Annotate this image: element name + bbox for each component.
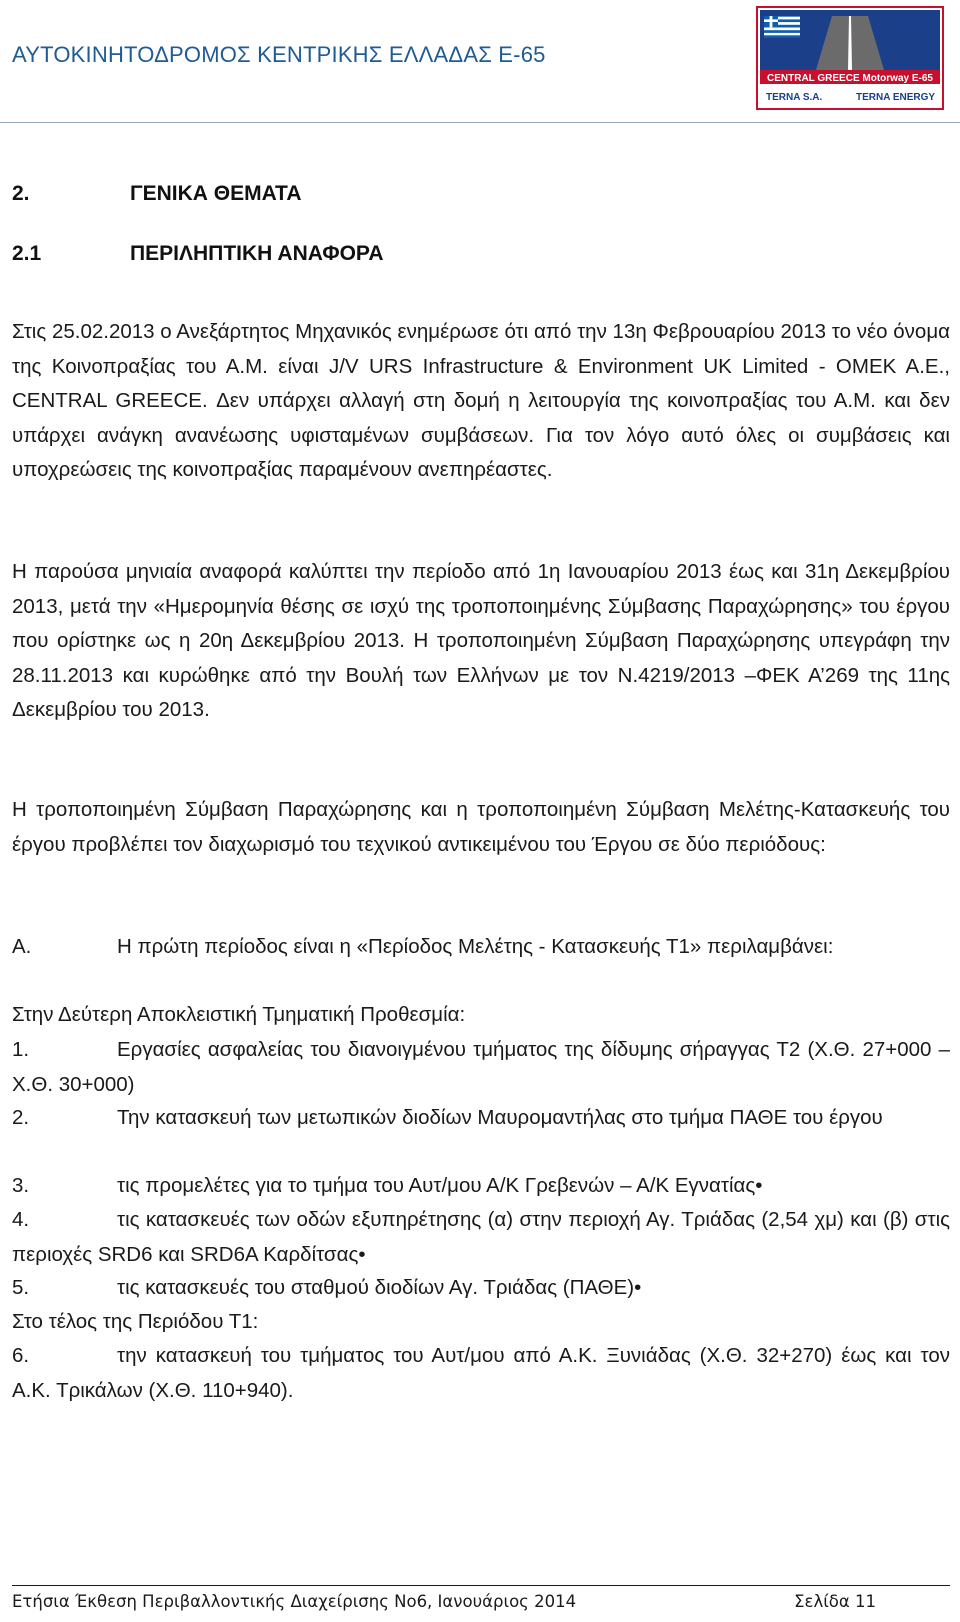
list-item-6: 6. την κατασκευή του τμήματος του Αυτ/μου από Α.Κ. Ξυνιάδας (Χ.Θ. 32+270) έως και τον Α.Κ. Τρικάλων (Χ.Θ. 110+940). — [12, 1344, 950, 1402]
list-item-5: 5. τις κατασκευές του σταθμού διοδίων Αγ. Τριάδας (ΠΑΘΕ)• — [12, 1276, 642, 1299]
header-divider — [0, 122, 960, 123]
document-header-title: ΑΥΤΟΚΙΝΗΤΟΔΡΟΜΟΣ ΚΕΝΤΡΙΚΗΣ ΕΛΛΑΔΑΣ Ε-65 — [12, 42, 546, 67]
list-item-4: 4. τις κατασκευές των οδών εξυπηρέτησης (α) στην περιοχή Αγ. Τριάδας (2,54 χμ) και (β) στις περιοχές SRD6 και SRD6A Καρδίτσας• — [12, 1208, 950, 1266]
subheading-second-deadline: Στην Δεύτερη Αποκλειστική Τμηματική Προθεσμία: — [12, 1003, 466, 1026]
period-a: Α. Η πρώτη περίοδος είναι η «Περίοδος Μελέτης - Κατασκευής Τ1» περιλαμβάνει: — [12, 935, 834, 958]
greek-flag-icon — [764, 14, 800, 38]
paragraph-jv-name-change: Στις 25.02.2013 ο Ανεξάρτητος Μηχανικός ενημέρωσε ότι από την 13η Φεβρουαρίου 2013 το νέο όνομα της Κοινοπραξίας του Α.Μ. είναι J/V URS Infrastructure & Environment UK Limited - ΟΜΕΚ Α.Ε., CENTRAL GREECE. Δεν υπάρχει αλλαγή στη δομή η λειτουργία της κοινοπραξίας του Α.Μ. και δεν υπάρχει ανάγκη ανανέωσης υφισταμένων συμβάσεων. Για τον λόγο αυτό όλες οι συμβάσεις και υποχρεώσεις της κοινοπραξίας παραμένουν ανεπηρέαστες. — [12, 320, 950, 481]
subheading-end-of-period: Στο τέλος της Περιόδου Τ1: — [12, 1310, 259, 1333]
svg-text:TERNA ENERGY: TERNA ENERGY — [856, 92, 936, 103]
paragraph-periods-intro: Η τροποποιημένη Σύμβαση Παραχώρησης και η τροποποιημένη Σύμβαση Μελέτης-Κατασκευής του έργου προβλέπει τον διαχωρισμό του τεχνικού αντικειμένου του Έργου σε δύο περιόδους: — [12, 798, 950, 856]
list-item-2: 2. Την κατασκευή των μετωπικών διοδίων Μαυρομαντήλας στο τμήμα ΠΑΘΕ του έργου — [12, 1106, 883, 1129]
footer-divider — [12, 1585, 950, 1586]
footer-document-title: Ετήσια Έκθεση Περιβαλλοντικής Διαχείρισης Νο6, Ιανουάριος 2014 — [12, 1592, 577, 1611]
central-greece-motorway-logo — [756, 6, 944, 110]
svg-text:CENTRAL GREECE Motorway E-65: CENTRAL GREECE Motorway E-65 — [767, 73, 933, 84]
list-item-3: 3. τις προμελέτες για το τμήμα του Αυτ/μου Α/Κ Γρεβενών – Α/Κ Εγνατίας• — [12, 1174, 763, 1197]
paragraph-report-period: Η παρούσα μηνιαία αναφορά καλύπτει την περίοδο από 1η Ιανουαρίου 2013 έως και 31η Δεκεμβρίου 2013, μετά την «Ημερομηνία θέσης σε ισχύ της τροποποιημένης Σύμβασης Παραχώρησης» του έργου που ορίστηκε ως η 20η Δεκεμβρίου 2013. Η τροποποιημένη Σύμβαση Παραχώρησης υπεγράφη την 28.11.2013 και κυρώθηκε από την Βουλή των Ελλήνων με τον Ν.4219/2013 –ΦΕΚ Α’269 της 11ης Δεκεμβρίου του 2013. — [12, 560, 950, 721]
section-heading-2: 2. ΓΕΝΙΚΑ ΘΕΜΑΤΑ — [12, 182, 302, 205]
list-item-1: 1. Εργασίες ασφαλείας του διανοιγμένου τμήματος της δίδυμης σήραγγας Τ2 (Χ.Θ. 27+000 – Χ.Θ. 30+000) — [12, 1038, 950, 1096]
footer-page-number: Σελίδα 11 — [794, 1592, 876, 1611]
section-heading-2-1: 2.1 ΠΕΡΙΛΗΠΤΙΚΗ ΑΝΑΦΟΡΑ — [12, 242, 384, 265]
svg-text:TERNA S.A.: TERNA S.A. — [766, 92, 823, 103]
